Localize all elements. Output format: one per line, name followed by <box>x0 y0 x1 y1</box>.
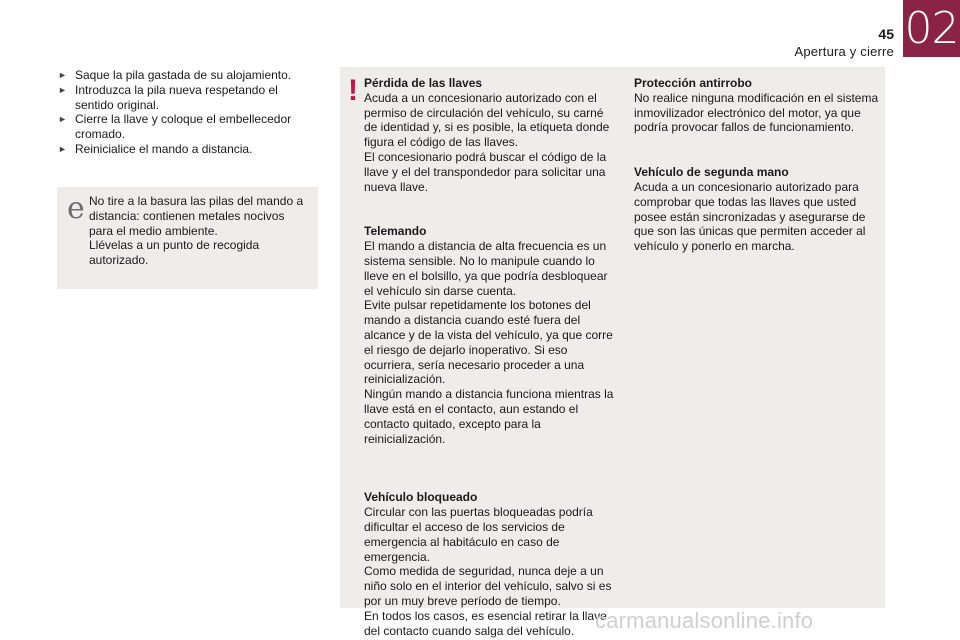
paragraph: Circular con las puertas bloqueadas podría dificultar el acceso de los servicios de emergencia al habitáculo en caso de emergencia. <box>364 505 593 564</box>
locked-vehicle-section <box>364 490 614 638</box>
lost-keys-section <box>364 76 614 194</box>
paragraph: Acuda a un concesionario autorizado con el permiso de circulación del vehículo, su carné de identidad y, si es posible, la etiqueta donde figura el código de las llaves. <box>364 90 610 150</box>
arrow-bullet-icon: ► <box>58 70 67 80</box>
environment-note-text <box>89 194 311 268</box>
watermark: carmanualsonline.info <box>595 608 814 633</box>
environment-note-line: No tire a la basura las pilas del mando a distancia: contienen metales nocivos para el medio ambiente. <box>89 194 304 238</box>
list-item: ► Cierre la llave y coloque el embellecedor cromado. <box>58 112 292 142</box>
list-item: ► Reinicialice el mando a distancia. <box>58 141 253 156</box>
section-heading: Vehículo de segunda mano <box>634 165 789 180</box>
warning-exclamation-icon: ! <box>348 74 358 107</box>
paragraph: Como medida de seguridad, nunca deje a un niño solo en el interior del vehículo, salvo si es por un muy breve período de tiempo. <box>364 564 612 608</box>
warning-column-right <box>634 76 884 254</box>
paragraph: Ningún mando a distancia funciona mientras la llave está en el contacto, aun estando el contacto quitado, excepto para la reinicialización. <box>364 387 614 446</box>
paragraph: No realice ninguna modificación en el sistema inmovilizador electrónico del motor, ya que podría provocar fallos de funcionamiento. <box>634 90 879 135</box>
anti-theft-section <box>634 76 884 135</box>
environment-note-box <box>57 187 318 289</box>
paragraph: Acuda a un concesionario autorizado para comprobar que todas las llaves que usted posee están sincronizadas y asegurarse de que son las únicas que permiten acceder al vehículo y ponerlo en marcha. <box>634 179 866 254</box>
section-heading: Telemando <box>364 224 427 239</box>
page-number: 45 <box>878 26 894 42</box>
paragraph: El mando a distancia de alta frecuencia es un sistema sensible. No lo manipule cuando lo lleve en el bolsillo, ya que podría desbloquear el vehículo sin darse cuenta. <box>364 239 608 298</box>
section-heading: Vehículo bloqueado <box>364 490 478 505</box>
list-item: ► Introduzca la pila nueva respetando el sentido original. <box>58 82 278 112</box>
arrow-bullet-icon: ► <box>58 114 67 125</box>
battery-steps-list <box>58 68 318 157</box>
arrow-bullet-icon: ► <box>58 84 67 95</box>
section-heading: Pérdida de las llaves <box>364 76 483 90</box>
warning-column-left <box>364 76 614 638</box>
section-title: Apertura y cierre <box>794 44 894 59</box>
arrow-bullet-icon: ► <box>58 143 67 154</box>
list-item: ► Saque la pila gastada de su alojamiento. <box>58 68 292 82</box>
section-heading: Protección antirrobo <box>634 76 753 90</box>
paragraph: Evite pulsar repetidamente los botones del mando a distancia cuando esté fuera del alcance y de la vista del vehículo, ya que corre el riesgo de dejarlo inoperativo. Si eso ocurriera, sería necesario proceder a una reinicialización. <box>364 298 613 387</box>
remote-control-section <box>364 224 614 446</box>
chapter-tab: 02 <box>903 0 960 57</box>
used-vehicle-section <box>634 165 884 254</box>
environment-icon: e <box>67 191 85 226</box>
environment-note-line: Llévelas a un punto de recogida autorizado. <box>89 238 260 268</box>
paragraph: El concesionario podrá buscar el código de la llave y el del transpondedor para solicitar una nueva llave. <box>364 149 607 194</box>
paragraph: En todos los casos, es esencial retirar la llave del contacto cuando salga del vehículo. <box>364 608 607 638</box>
